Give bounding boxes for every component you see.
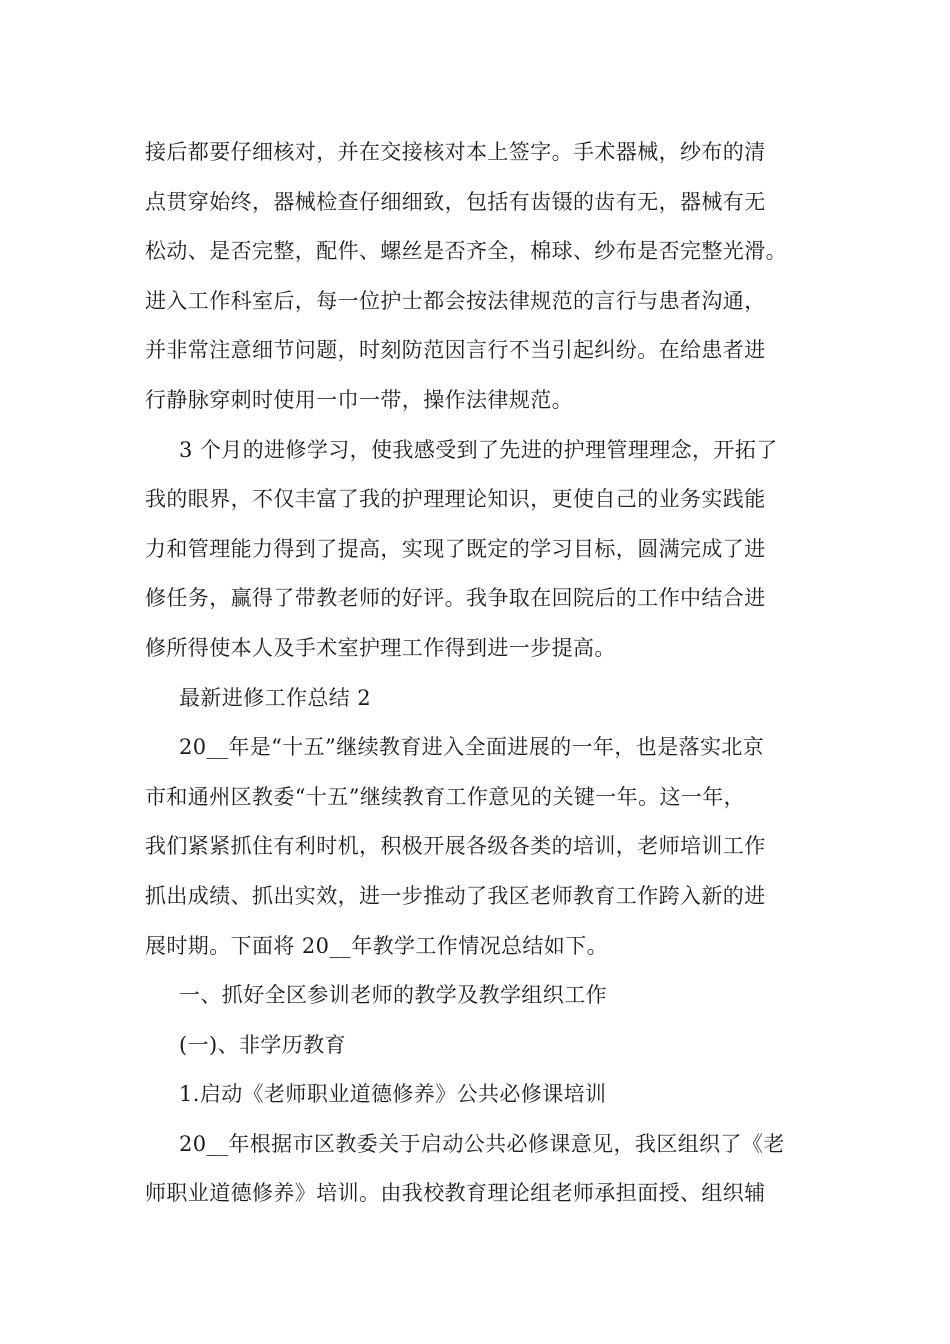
text-line: 我的眼界，不仅丰富了我的护理理论知识，更使自己的业务实践能 [145,487,766,512]
text-line: 20__年根据市区教委关于启动公共必修课意见，我区组织了《老 [179,1131,785,1156]
text-line: 修所得使本人及手术室护理工作得到进一步提高。 [145,635,616,660]
text-line: 展时期。下面将 20__年教学工作情况总结如下。 [145,933,608,958]
text-line: 抓出成绩、抓出实效，进一步推动了我区老师教育工作跨入新的进 [145,883,766,908]
text-line: 市和通州区教委“十五”继续教育工作意见的关键一年。这一年， [145,784,746,809]
text-line: 20__年是“十五”继续教育进入全面进展的一年，也是落实北京 [179,735,765,760]
document-body [145,128,825,1219]
text-line: (一)、非学历教育 [179,1032,346,1057]
text-line: 我们紧紧抓住有利时机，积极开展各级各类的培训，老师培训工作 [145,834,766,859]
text-line: 行静脉穿刺时使用一巾一带，操作法律规范。 [145,387,573,412]
text-line: 松动、是否完整，配件、螺丝是否齐全，棉球、纱布是否完整光滑。 [145,239,787,264]
text-line: 力和管理能力得到了提高，实现了既定的学习目标，圆满完成了进 [145,536,766,561]
text-line: 点贯穿始终，器械检查仔细细致，包括有齿镊的齿有无，器械有无 [145,189,766,214]
text-line: 进入工作科室后，每一位护士都会按法律规范的言行与患者沟通， [145,288,766,313]
text-line: 并非常注意细节问题，时刻防范因言行不当引起纠纷。在给患者进 [145,338,766,363]
text-line: 师职业道德修养》培训。由我校教育理论组老师承担面授、组织辅 [145,1181,766,1206]
text-line: 3 个月的进修学习，使我感受到了先进的护理管理理念，开拓了 [179,437,778,462]
text-line: 1.启动《老师职业道德修养》公共必修课培训 [179,1082,607,1107]
text-line: 最新进修工作总结 2 [179,685,372,710]
text-line: 修任务，赢得了带教老师的好评。我争取在回院后的工作中结合进 [145,586,766,611]
text-line: 接后都要仔细核对，并在交接核对本上签字。手术器械，纱布的清 [145,140,766,164]
text-line: 一、抓好全区参训老师的教学及教学组织工作 [179,983,607,1008]
